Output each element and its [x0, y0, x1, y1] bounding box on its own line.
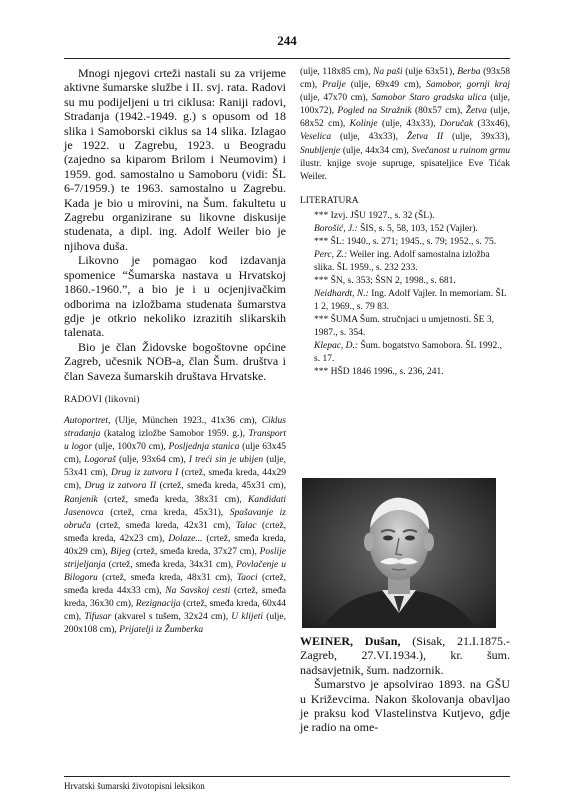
work-details: (crtež, smeđa kreda, 60x44 cm), [64, 599, 286, 623]
work-details: (ulje, 118x85 cm), [300, 67, 374, 77]
bio-text [64, 66, 286, 383]
weiner-entry [300, 634, 510, 735]
left-column [64, 66, 286, 638]
bio-paragraph-1: Mnogi njegovi crteži nastali su za vrijeme aktivne šumarske službe i II. svj. rata. Radovi su mu podijeljeni u tri ciklusa: Raniji radovi, Stradanja (1942.-1949. g.) s opusom od 18 slika i Samoborski ciklus sa 14 slika. Izlagao je 1922. u Zagrebu, 1923. u Beogradu (zajedno sa kiparom Brilom i Neumovim) i 1959. god. samostalno u Samoboru (vidi: ŠL 6-7/1959.) te 1963. samostalno u Zagrebu. Kada je bio u mirovini, na Šum. fakultetu u Zagrebu organizirane su likovne diskusije studenata, a dipl. ing. Adolf Weiler bio je njihova duša. [64, 66, 286, 253]
work-title: Spašavanje iz obruča [64, 507, 286, 531]
literature-reference: Ing. Adolf Vajler. In memoriam. ŠL 1 2, 1969., s. 79 83. [314, 288, 507, 312]
work-title: Dolaze... [168, 533, 203, 544]
literature-entry [300, 340, 510, 366]
page-number: 244 [277, 33, 297, 48]
work-details: (Ulje, München 1923., 41x36 cm), [110, 415, 262, 426]
literature-reference: HŠD 1846 1996., s. 236, 241. [330, 366, 444, 377]
work-details: (ulje, 44x34 cm), [340, 145, 412, 156]
work-details: (crtež, smeđa kreda, 45x31 cm), [156, 481, 286, 492]
work-title: Drug iz zatvora II [84, 481, 157, 492]
work-details: (ulje, 93x64 cm), [115, 455, 189, 466]
literature-reference: Šum. bogatstvo Samobora. ŠL 1992., s. 17. [314, 340, 503, 364]
literature-entry [300, 249, 510, 275]
literature-entry [300, 366, 510, 379]
work-details: (crtež, smeđa kreda, 44x29 cm), [64, 468, 287, 492]
work-title: Taoci [236, 573, 258, 584]
work-details: (ulje, 53x41 cm), [64, 455, 286, 479]
portrait-photo [302, 478, 496, 628]
work-title: Kandidati Jasenovca [64, 494, 286, 518]
works-heading: RADOVI (likovni) [64, 394, 140, 405]
work-title: Snubljenje [300, 145, 341, 156]
work-details: (katalog izložbe Samobor 1959. g.), [100, 429, 249, 440]
work-title: Na Savskoj cesti [165, 586, 231, 597]
literature-reference: ŠN, s. 353; ŠSN 2, 1998., s. 681. [330, 275, 456, 286]
work-title: Autoportret, [64, 415, 111, 426]
literature-reference: Izvj. JŠU 1927., s. 32 (ŠL). [330, 210, 435, 221]
literature-asterisks: *** [314, 314, 331, 325]
bio-paragraph-2: Likovno je pomagao kod izdavanja spomenice “Šumarska nastava u Hrvatskoj 1860.-1960.”, a bio je i u ocjenjivačkim odborima na izložbama studenata šumarstva gdje je otkrio nekoliko izrazitih slikarskih talenata. [64, 253, 286, 340]
work-details: (ulje, 68x52 cm), [300, 106, 510, 130]
works-list [64, 415, 286, 638]
work-title: Logoraš [84, 455, 116, 466]
literature-heading: LITERATURA [300, 195, 359, 206]
work-details: (crtež, smeđa kreda, 34x31 cm), [105, 559, 237, 570]
work-title: Žetva [465, 106, 487, 117]
work-details: (crtež, smeđa kreda, 42x31 cm), [90, 520, 236, 531]
top-rule [64, 58, 510, 59]
literature-entry [300, 236, 510, 249]
work-details: (93x58 cm), [300, 67, 511, 91]
literature-entry [300, 210, 510, 223]
work-title: Posljednja stanica [168, 442, 240, 453]
work-details: (crtež, crna kreda, 45x31), [103, 507, 230, 518]
work-title: Pralje [322, 80, 346, 91]
bottom-rule [64, 776, 510, 777]
literature-entry [300, 314, 510, 340]
literature-author: Borošić, J.: [314, 223, 358, 234]
work-details: (ulje, 39x33), [443, 132, 510, 143]
weiner-paragraph: Šumarstvo je apsolvirao 1893. na GŠU u Križevcima. Nakon školovanja obavljao je praksu kod Vlastelinstva Kutjevo, gdje je radio na ome- [300, 677, 510, 735]
work-details: ilustr. knjige svoje supruge, spisateljice Eve Tićak Weiler. [300, 158, 510, 182]
work-title: Samobor Staro gradska ulica [371, 93, 487, 104]
literature-asterisks: *** [314, 210, 331, 221]
work-title: I treći sin je ubijen [188, 455, 264, 466]
work-title: Svečanost u ruinom grmu [411, 145, 510, 156]
literature-asterisks: *** [314, 236, 331, 247]
work-title: Talac [235, 520, 257, 531]
work-details: (crtež, smeđa kreda, 38x31 cm), [97, 494, 248, 505]
work-details: (ulje, 100x70 cm), [92, 442, 169, 453]
literature-author: Klepac, D.: [314, 340, 359, 351]
work-details: (crtež, smeđa kreda, 48x31 cm), [97, 573, 237, 584]
literature-asterisks: *** [314, 366, 331, 377]
work-details: (ulje 63x45 cm), [64, 442, 286, 466]
work-details: (ulje 63x51), [402, 67, 458, 77]
work-details: (ulje, 200x108 cm), [64, 612, 286, 636]
work-details: (ulje, 43x33), [331, 132, 407, 143]
work-title: Ciklus stradanja [64, 415, 286, 440]
work-details: (ulje, 47x70 cm), [300, 93, 372, 104]
work-title: Doručak [439, 119, 474, 130]
work-details: (80x57 cm), [411, 106, 466, 117]
work-details: (ulje, 69x49 cm), [345, 80, 427, 91]
weiner-intro: (Sisak, 21.I.1875.-Zagreb, 27.VI.1934.), kr. šum. nadsavjetnik, šum. nadzornik. [300, 634, 510, 677]
work-title: Drug iz zatvora I [111, 468, 179, 479]
bio-paragraph-3: Bio je član Židovske bogoštovne općine Zagreb, učesnik NOB-a, član Šum. društva i član Saveza šumarskih društava Hrvatske. [64, 339, 286, 383]
work-title: Prijatelji iz Žumberka [119, 625, 204, 636]
literature-reference: ŠL: 1940., s. 271; 1945., s. 79; 1952., s. 75. [330, 236, 497, 247]
work-details: (crtež, smeđa kreda, 37x27 cm), [130, 546, 260, 557]
work-details: (ulje, 100x72), [300, 93, 510, 117]
work-title: Rezignacija [135, 599, 181, 610]
work-details: (33x46), [473, 119, 510, 130]
work-details: (crtež, smeđa kreda, 42x23 cm), [64, 520, 286, 544]
work-title: Žetva II [406, 132, 444, 143]
work-title: Povlačenje u Bilogoru [64, 559, 286, 584]
work-details: (crtež, smeđa kreda 44x33 cm), [64, 573, 286, 597]
literature-entry [300, 223, 510, 236]
footer-title: Hrvatski šumarski životopisni leksikon [64, 781, 205, 791]
literature-reference: Weiler ing. Adolf samostalna izložba slika. ŠL 1959., s. 232 233. [314, 249, 490, 273]
work-title: Transport u logor [64, 429, 286, 453]
work-title: Veselica [300, 132, 332, 143]
literature-author: Neidhardt, N.: [314, 288, 369, 299]
work-title: Kolinje [349, 119, 378, 130]
literature-entry [300, 275, 510, 288]
literature-reference: ŠUMA Šum. stručnjaci u umjetnosti. ŠE 3, 1987., s. 354. [314, 314, 494, 338]
work-details: (ulje, 43x33), [377, 119, 440, 130]
work-title: Na paši [373, 67, 403, 77]
work-title: Pogled na Stražnik [337, 106, 412, 117]
literature-reference: ŠIS, s. 5, 58, 103, 152 (Vajler). [357, 223, 478, 234]
work-title: Ranjenik [64, 494, 98, 505]
work-title: Tifusar [84, 612, 112, 623]
work-details: (crtež, smeđa kreda, 36x30 cm), [64, 586, 287, 610]
literature-asterisks: *** [314, 275, 331, 286]
work-title: U klijeti [231, 612, 263, 623]
works-list-continued [300, 66, 510, 184]
work-title: Berba [457, 67, 481, 77]
literature-entry [300, 288, 510, 314]
right-column [300, 66, 510, 379]
literature-author: Perc, Z.: [314, 249, 348, 260]
work-details: (crtež, smeđa kreda, 40x29 cm), [64, 533, 287, 557]
work-details: (akvarel s tušem, 32x24 cm), [111, 612, 232, 623]
work-title: Bijeg [110, 546, 131, 557]
work-title: Poslije strijeljanja [64, 546, 286, 570]
literature-list [300, 210, 510, 379]
work-title: Samobor, gornji kraj [426, 80, 510, 91]
weiner-name: WEINER, Dušan, [300, 634, 401, 648]
